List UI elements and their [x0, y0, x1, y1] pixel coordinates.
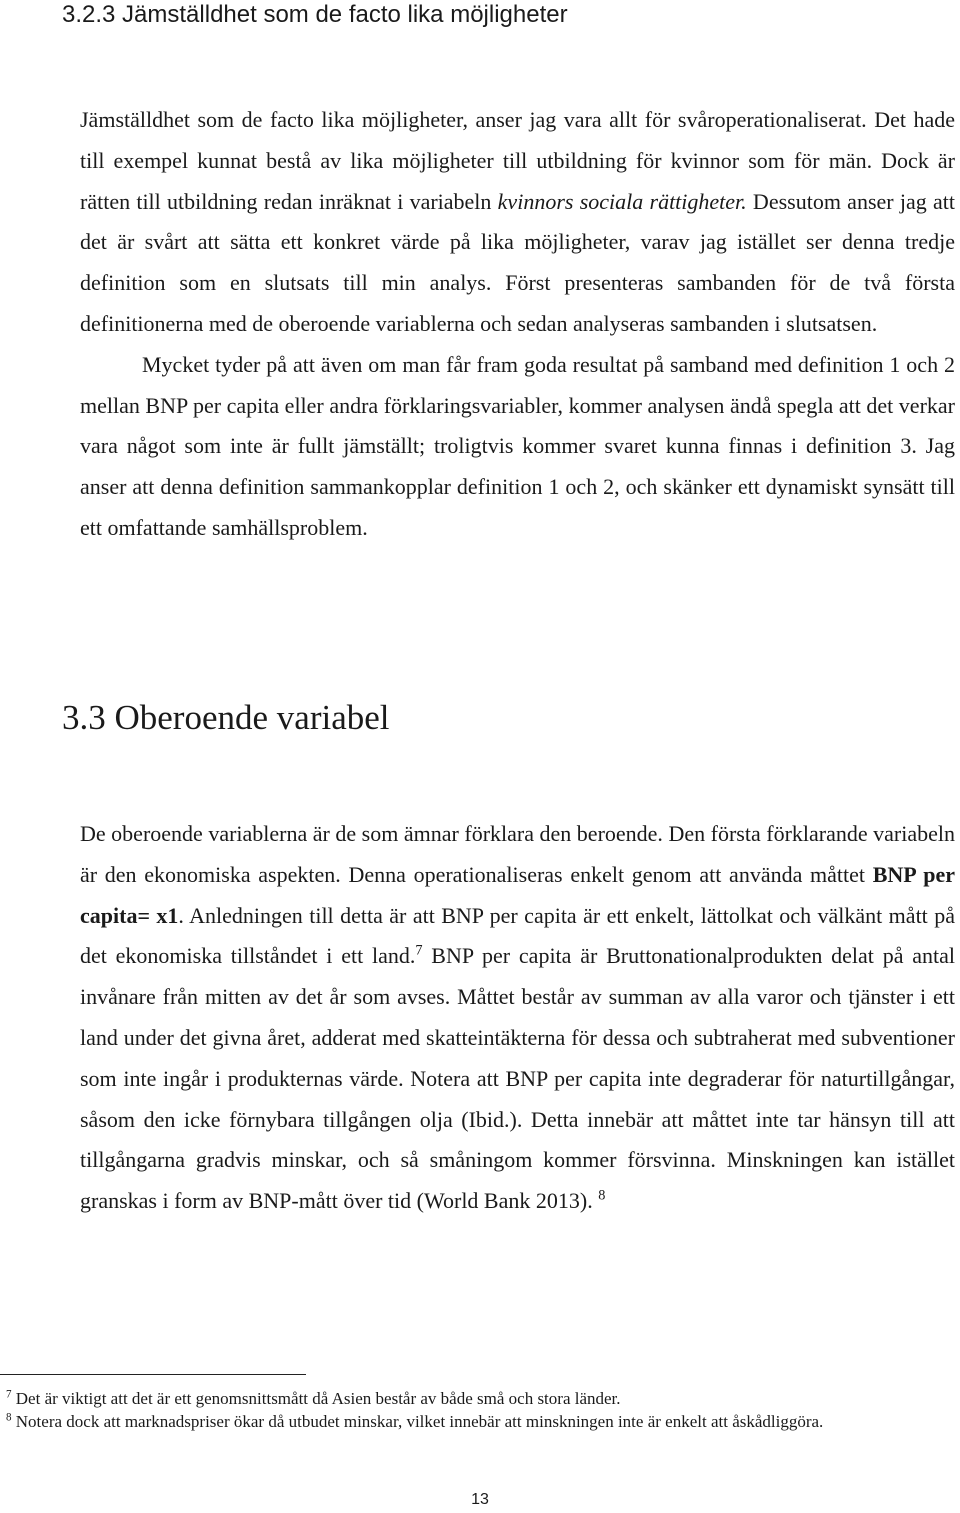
page-number: 13	[471, 1491, 489, 1508]
paragraph-text: Jämställdhet som de facto lika möjligheter, anser jag vara allt för svåroperationaliserat. Det hade till exempel kunnat bestå av lika möjligheter till utbildning för kvinnor som för män. Dock är rätten till utbildning redan inräknat i variabeln	[80, 107, 955, 214]
section-heading-3-3: 3.3 Oberoende variabel	[62, 698, 390, 737]
footnote-8	[6, 1410, 955, 1433]
paragraph-text: De oberoende variablerna är de som ämnar förklara den beroende. Den första förklarande variabeln är den ekonomiska aspekten. Denna operationaliseras enkelt genom att använda måttet	[80, 821, 955, 887]
paragraph-text: Mycket tyder på att även om man får fram goda resultat på samband med definition 1 och 2 mellan BNP per capita eller andra förklaringsvariabler, kommer analysen ändå spegla att det verkar vara något som inte är fullt jämställt; troligtvis kommer svaret kunna finnas i definition 3. Jag anser att denna definition sammankopplar definition 1 och 2, och skänker ett dynamiskt synsätt till ett omfattande samhällsproblem.	[80, 351, 955, 540]
body-paragraph-3-2-3	[80, 100, 955, 549]
footnote-text: Det är viktigt att det är ett genomsnittsmått då Asien består av både små och stora länder.	[11, 1389, 621, 1408]
italic-variable-name: kvinnors sociala rättigheter.	[497, 188, 747, 214]
paragraph-text: Dessutom anser jag att det är svårt att sätta ett konkret värde på lika möjligheter, varav jag istället ser denna tredje definition som en slutsats till min analys. Först presenteras sambanden för de två första definitionerna med de oberoende variablerna och sedan analyseras sambanden i slutsatsen.	[80, 188, 955, 336]
footnote-number: 8	[6, 1411, 12, 1424]
paragraph-text: BNP per capita är Bruttonationalprodukten delat på antal invånare från mitten av det år som avses. Måttet består av summan av alla varor och tjänster i ett land under det givna året, adderat med skatteintäkterna för dessa och subtraherat med subventioner som inte ingår i produkternas värde. Notera att BNP per capita inte degraderar för naturtillgångar, såsom den icke förnybara tillgången olja (Ibid.). Detta innebär att måttet inte tar hänsyn till att tillgångarna gradvis minskar, och så småningom kommer försvinna. Minskningen kan istället granskas i form av BNP-mått över tid (World Bank 2013).	[80, 943, 955, 1214]
footnote-divider	[0, 1374, 306, 1375]
footnote-7	[6, 1387, 955, 1410]
footnote-reference-8[interactable]: 8	[598, 1187, 606, 1204]
body-paragraph-3-3	[80, 814, 955, 1222]
section-heading-3-2-3: 3.2.3 Jämställdhet som de facto lika möjligheter	[62, 1, 568, 28]
footnote-number: 7	[6, 1388, 12, 1401]
bold-variable-name: BNP per capita= x1	[80, 861, 955, 928]
paragraph-text: . Anledningen till detta är att BNP per capita är ett enkelt, lättolkat och välkänt mått på det ekonomiska tillståndet i ett land.	[80, 902, 955, 969]
footnote-text: Notera dock att marknadspriser ökar då utbudet minskar, vilket innebär att minskningen inte är enkelt att åskådliggöra.	[11, 1412, 824, 1431]
footnotes	[0, 1387, 955, 1433]
footnote-reference-7[interactable]: 7	[415, 943, 423, 960]
